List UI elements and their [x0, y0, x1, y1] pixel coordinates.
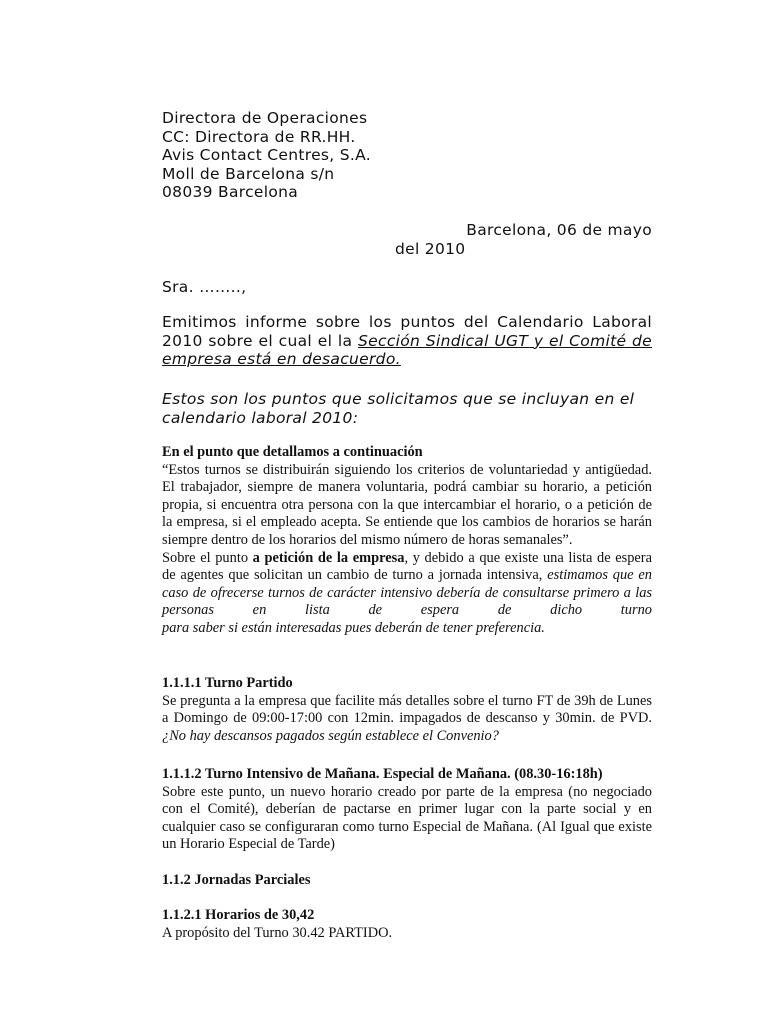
- para-italic-last: para saber si están interesadas pues deberán de tener preferencia.: [162, 619, 545, 636]
- address-line: Directora de Operaciones: [162, 109, 368, 127]
- section-jornadas-parciales: [162, 872, 652, 890]
- address-line: CC: Directora de RR.HH.: [162, 127, 356, 146]
- intro-text: Emitimos informe sobre los puntos del Calendario Laboral 2010 sobre el cual el la: [162, 313, 652, 350]
- address-line: 08039 Barcelona: [162, 183, 299, 201]
- petition-paragraph: [162, 550, 652, 620]
- quoted-clause: “Estos turnos se distribuirán siguiendo los criterios de voluntariedad y antigüedad. El trabajador, siempre de manera voluntaria, podrá cambiar su horario, a petición propia, si encuentra otra persona con la que intercambiar el horario, o a petición de la empresa, si el empleado acepta. Se entiende que los cambios de horarios se harán siempre dentro de los horarios del mismo número de horas semanales”.: [162, 461, 652, 548]
- section-intro: [162, 444, 652, 638]
- para-italic: estimamos que en caso de ofrecerse turnos de carácter intensivo debería de consultarse primero a las personas en lista de espera de dicho turno: [162, 567, 652, 619]
- para-italic: ¿No hay descansos pagados según establece el Convenio?: [162, 727, 499, 744]
- letter-date: [395, 221, 652, 258]
- para-text: Se pregunta a la empresa que facilite más detalles sobre el turno FT de 39h de Lunes a Domingo de 09:00-17:00 con 12min. impagados de descanso y 30min. de PVD.: [162, 692, 652, 727]
- address-line: Moll de Barcelona s/n: [162, 164, 335, 183]
- section-text: Sobre este punto, un nuevo horario creado por parte de la empresa (no negociado con el Comité), deberían de pactarse en primer lugar con la parte social y en cualquier caso se configuraran como turno Especial de Mañana. (Al Igual que existe un Horario Especial de Tarde): [162, 783, 652, 853]
- section-horarios: [162, 907, 652, 942]
- section-text: [162, 693, 652, 746]
- section-heading: 1.1.2 Jornadas Parciales: [162, 872, 311, 888]
- recipient-address: [162, 109, 652, 202]
- section-text: A propósito del Turno 30.42 PARTIDO.: [162, 924, 393, 941]
- para-bold: a petición de la empresa: [252, 549, 405, 566]
- section-turno-partido: [162, 675, 652, 745]
- intro-paragraph: [162, 313, 652, 369]
- points-heading: Estos son los puntos que solicitamos que se incluyan en el calendario laboral 2010:: [162, 390, 635, 427]
- greeting: Sra. ……..,: [162, 278, 247, 296]
- section-heading: 1.1.2.1 Horarios de 30,42: [162, 907, 315, 923]
- section-heading: En el punto que detallamos a continuación: [162, 444, 423, 460]
- section-turno-intensivo: [162, 766, 652, 854]
- section-heading: 1.1.1.2 Turno Intensivo de Mañana. Especial de Mañana. (08.30-16:18h): [162, 766, 603, 782]
- para-text: , y debido a que existe una lista de espera de agentes que solicitan un cambio de turno a jornada intensiva,: [162, 549, 652, 584]
- section-heading: 1.1.1.1 Turno Partido: [162, 675, 293, 691]
- date-line-1: Barcelona, 06 de mayo: [466, 221, 652, 239]
- address-line: Avis Contact Centres, S.A.: [162, 146, 371, 164]
- para-text: Sobre el punto: [162, 549, 253, 566]
- intro-emphasis: Sección Sindical UGT y el Comité de empresa está en desacuerdo.: [162, 331, 652, 368]
- date-line-2: del 2010: [395, 239, 466, 258]
